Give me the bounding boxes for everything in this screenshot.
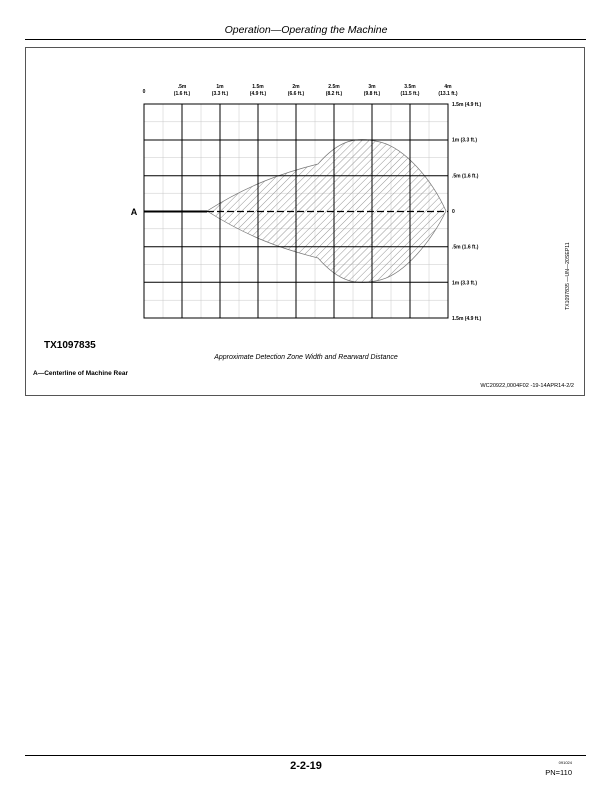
- x-axis-label: .5m: [177, 84, 187, 90]
- page-header-title: Operation—Operating the Machine: [224, 24, 388, 36]
- y-axis-label: 0: [452, 209, 455, 215]
- figure-id: TX1097835: [44, 340, 96, 351]
- x-axis-label: 2m: [292, 84, 300, 90]
- x-axis-label: 3m: [368, 84, 376, 90]
- y-axis-labels: [452, 102, 482, 322]
- x-axis-label-ft: (3.3 ft.): [211, 91, 229, 97]
- y-axis-label: .5m (1.6 ft.): [452, 244, 479, 251]
- x-axis-labels: [143, 84, 458, 97]
- y-axis-label: 1.5m (4.9 ft.): [452, 316, 482, 322]
- pn-number: PN=110: [545, 768, 572, 777]
- x-axis-label: 4m: [444, 84, 452, 90]
- figure-legend: A—Centerline of Machine Rear: [33, 370, 128, 377]
- x-axis-label: 1m: [216, 84, 224, 90]
- figure-side-code: TX1097835 —UN—20SEP11: [565, 242, 571, 310]
- page-number: 2-2-19: [290, 760, 322, 772]
- x-axis-label-ft: (8.2 ft.): [325, 91, 343, 97]
- x-axis-label-ft: (11.5 ft.): [400, 91, 420, 97]
- x-axis-label-ft: (1.6 ft.): [173, 91, 191, 97]
- x-axis-label-ft: (13.1 ft.): [438, 91, 458, 97]
- x-axis-label: 2.5m: [328, 84, 340, 90]
- document-reference: WC20922,0004F02 -19-14APR14-2/2: [480, 383, 574, 389]
- x-axis-label-ft: (6.6 ft.): [287, 91, 305, 97]
- x-axis-label-ft: (9.8 ft.): [363, 91, 381, 97]
- centerline-marker: A: [130, 207, 138, 217]
- date-code: 091024: [558, 760, 572, 765]
- x-axis-label: 0: [142, 89, 146, 95]
- y-axis-label: 1.5m (4.9 ft.): [452, 102, 482, 108]
- x-axis-label: 1.5m: [252, 84, 264, 90]
- x-axis-label-ft: (4.9 ft.): [249, 91, 267, 97]
- footer-divider: [25, 755, 586, 756]
- y-axis-label: .5m (1.6 ft.): [452, 173, 479, 180]
- y-axis-label: 1m (3.3 ft.): [452, 280, 478, 287]
- y-axis-label: 1m (3.3 ft.): [452, 137, 478, 144]
- x-axis-label: 3.5m: [404, 84, 416, 90]
- figure-caption: Approximate Detection Zone Width and Rearward Distance: [214, 354, 398, 361]
